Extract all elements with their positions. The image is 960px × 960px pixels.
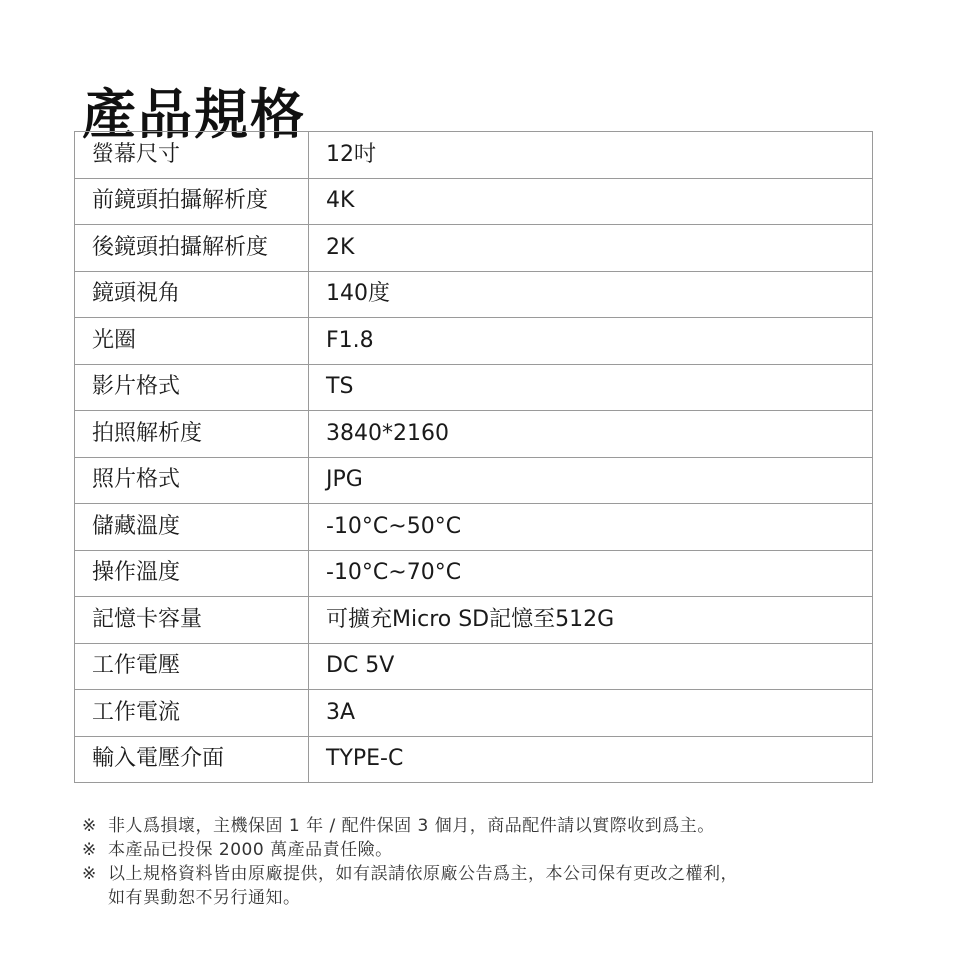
spec-value: 12吋 [309, 132, 873, 179]
spec-label: 輸入電壓介面 [75, 736, 309, 783]
spec-label: 工作電流 [75, 690, 309, 737]
spec-value: TYPE-C [309, 736, 873, 783]
spec-row [75, 504, 873, 551]
spec-row [75, 736, 873, 783]
spec-value: 140度 [309, 271, 873, 318]
note-mark: ※ [82, 840, 97, 860]
spec-value: -10°C~70°C [309, 550, 873, 597]
spec-label: 前鏡頭拍攝解析度 [75, 178, 309, 225]
note-mark: ※ [82, 864, 97, 884]
spec-value: F1.8 [309, 318, 873, 365]
spec-value: 3A [309, 690, 873, 737]
spec-row [75, 597, 873, 644]
note-text: 非人爲損壞，主機保固 1 年 / 配件保固 3 個月，商品配件請以實際收到爲主。 [108, 816, 715, 836]
spec-value: -10°C~50°C [309, 504, 873, 551]
spec-value: 2K [309, 225, 873, 272]
spec-label: 光圈 [75, 318, 309, 365]
spec-row [75, 550, 873, 597]
spec-row [75, 690, 873, 737]
spec-label: 工作電壓 [75, 643, 309, 690]
note-mark: ※ [82, 816, 97, 836]
spec-label: 後鏡頭拍攝解析度 [75, 225, 309, 272]
spec-value: JPG [309, 457, 873, 504]
spec-label: 操作溫度 [75, 550, 309, 597]
note-continuation: 如有異動恕不另行通知。 [108, 888, 301, 908]
page-title: 產品規格 [82, 83, 306, 147]
spec-row [75, 132, 873, 179]
spec-value: TS [309, 364, 873, 411]
spec-table-body [75, 132, 873, 783]
spec-row [75, 364, 873, 411]
spec-row [75, 225, 873, 272]
spec-row [75, 318, 873, 365]
spec-row [75, 411, 873, 458]
notes [82, 814, 902, 910]
spec-row [75, 271, 873, 318]
spec-label: 鏡頭視角 [75, 271, 309, 318]
spec-label: 照片格式 [75, 457, 309, 504]
spec-row [75, 178, 873, 225]
spec-value: 可擴充Micro SD記憶至512G [309, 597, 873, 644]
spec-value: 3840*2160 [309, 411, 873, 458]
spec-label: 螢幕尺寸 [75, 132, 309, 179]
spec-label: 儲藏溫度 [75, 504, 309, 551]
spec-label: 拍照解析度 [75, 411, 309, 458]
spec-row [75, 643, 873, 690]
note-item [82, 862, 902, 886]
note-item [82, 838, 902, 862]
spec-label: 影片格式 [75, 364, 309, 411]
spec-table [74, 131, 873, 783]
spec-row [75, 457, 873, 504]
spec-label: 記憶卡容量 [75, 597, 309, 644]
spec-value: DC 5V [309, 643, 873, 690]
note-text: 以上規格資料皆由原廠提供，如有誤請依原廠公告爲主，本公司保有更改之權利， [108, 864, 738, 884]
spec-value: 4K [309, 178, 873, 225]
note-text: 本產品已投保 2000 萬產品責任險。 [108, 840, 393, 860]
note-item [82, 814, 902, 838]
